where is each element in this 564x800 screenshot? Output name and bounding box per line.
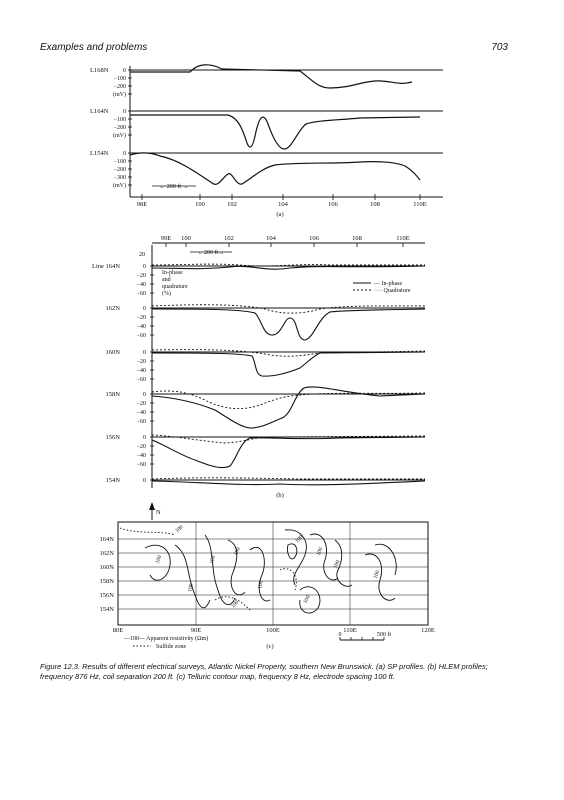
hlem-y-tick-label: −20 bbox=[136, 359, 146, 365]
hlem-station-label: 160N bbox=[105, 349, 120, 356]
telluric-x-tick-label: 80E bbox=[112, 627, 124, 634]
hlem-y-tick-label: 0 bbox=[143, 435, 146, 441]
hlem-y-tick-label: −60 bbox=[136, 333, 146, 339]
contour-value-label: 100 bbox=[174, 524, 185, 535]
hlem-top-tick-label: 108 bbox=[352, 235, 362, 242]
north-label: N bbox=[156, 509, 161, 516]
hlem-top-tick-label: 110E bbox=[396, 235, 410, 242]
sp-x-tick-label: 108 bbox=[370, 201, 380, 208]
sp-y-tick-label: (mV) bbox=[113, 183, 126, 189]
panel-label-b: (b) bbox=[276, 492, 284, 499]
telluric-x-tick-label: 120E bbox=[421, 627, 435, 634]
inphase-154N bbox=[152, 481, 425, 485]
sp-x-tick-label: 100 bbox=[195, 201, 205, 208]
sp-y-tick-label: −200 bbox=[113, 84, 126, 90]
legend-quadrature: ···· Quadrature bbox=[374, 288, 411, 294]
telluric-row-label: 164N bbox=[99, 536, 114, 543]
sp-y-tick-label: −100 bbox=[113, 76, 126, 82]
hlem-y-tick-label: −60 bbox=[136, 377, 146, 383]
hlem-y-tick-label: 0 bbox=[143, 264, 146, 270]
telluric-row-label: 162N bbox=[99, 550, 114, 557]
hlem-top-tick-label: 106 bbox=[309, 235, 319, 242]
sp-y-tick-label: (mV) bbox=[113, 92, 126, 98]
legend-inphase: — In-phase bbox=[374, 281, 403, 287]
hlem-y-tick-label: −20 bbox=[136, 444, 146, 450]
sp-y-tick-label: −200 bbox=[113, 167, 126, 173]
sp-x-tick-label: 106 bbox=[328, 201, 338, 208]
hlem-axis-note: In-phase bbox=[162, 270, 183, 276]
sp-x-tick-label: 102 bbox=[227, 201, 237, 208]
legend-sulfide-zone: Sulfide zone bbox=[156, 644, 187, 650]
hlem-y-tick-label: −60 bbox=[136, 419, 146, 425]
telluric-x-tick-label: 110E bbox=[343, 627, 357, 634]
sp-station-label: L168N bbox=[90, 67, 109, 74]
hlem-y-tick-label: 0 bbox=[143, 350, 146, 356]
telluric-row-label: 160N bbox=[99, 564, 114, 571]
contour-value-label: 100 bbox=[372, 569, 382, 580]
hlem-top-tick-label: 102 bbox=[224, 235, 234, 242]
hlem-top-tick-label: 100 bbox=[181, 235, 191, 242]
sp-station-label: L164N bbox=[90, 108, 109, 115]
contour-value-label: 100 bbox=[257, 580, 265, 590]
hlem-station-label: 154N bbox=[105, 477, 120, 484]
panel-c-telluric-map bbox=[118, 502, 428, 646]
hlem-axis-note: and bbox=[162, 277, 171, 283]
hlem-station-label: 162N bbox=[105, 305, 120, 312]
sp-scale-label: ← 200 ft → bbox=[159, 184, 189, 190]
contour-value-label: 100 bbox=[332, 559, 342, 570]
contour-value-label: 100 bbox=[230, 599, 241, 610]
hlem-y-tick-label: −40 bbox=[136, 368, 146, 374]
hlem-y-tick-label: −60 bbox=[136, 462, 146, 468]
sp-y-tick-label: −100 bbox=[113, 117, 126, 123]
panel-label-a: (a) bbox=[276, 211, 284, 218]
hlem-y-tick-label: −40 bbox=[136, 410, 146, 416]
page-number: 703 bbox=[491, 42, 508, 53]
telluric-row-label: 156N bbox=[99, 592, 114, 599]
sp-y-tick-label: (mV) bbox=[113, 133, 126, 139]
hlem-y-tick-label: −60 bbox=[136, 291, 146, 297]
contour-value-label: 100 bbox=[302, 594, 312, 605]
hlem-y-tick-label: −40 bbox=[136, 453, 146, 459]
sp-curve-164N bbox=[130, 115, 420, 149]
sp-station-label: L154N bbox=[90, 150, 109, 157]
sp-y-tick-label: 0 bbox=[123, 151, 126, 157]
sp-y-tick-label: −100 bbox=[113, 159, 126, 165]
hlem-y-tick-label: −40 bbox=[136, 282, 146, 288]
hlem-y-tick-label: −20 bbox=[136, 401, 146, 407]
hlem-scale-label: ←200 ft→ bbox=[197, 250, 225, 256]
sp-curve-154N bbox=[130, 153, 420, 185]
scale-zero: 0 bbox=[338, 632, 342, 638]
quadrature-154N bbox=[152, 478, 425, 479]
telluric-row-label: 154N bbox=[99, 606, 114, 613]
hlem-y-tick-label: 0 bbox=[143, 392, 146, 398]
hlem-station-label: Line 164N bbox=[92, 263, 120, 270]
inphase-160N bbox=[152, 352, 425, 376]
hlem-y-tick-label: −20 bbox=[136, 273, 146, 279]
hlem-y-tick-label: −20 bbox=[136, 315, 146, 321]
figure-caption: Figure 12.3. Results of different electrical surveys, Atlantic Nickel Property, southern New Brunswick. (a) SP profiles. (b) HLEM profiles; frequency 876 Hz, coil separation 200 ft. (c) Telluric contour map, frequency 8 Hz, electrode spacing 100 ft. bbox=[40, 662, 488, 681]
hlem-axis-note: quadrature bbox=[162, 284, 188, 290]
telluric-x-tick-label: 100E bbox=[266, 627, 280, 634]
hlem-station-label: 156N bbox=[105, 434, 120, 441]
contour-value-label: 100 bbox=[187, 583, 195, 593]
hlem-y-tick-label: 0 bbox=[143, 478, 146, 484]
contour-value-label: 100 bbox=[232, 546, 242, 557]
telluric-x-tick-label: 90E bbox=[190, 627, 202, 634]
hlem-top-tick-label: 99E bbox=[160, 235, 172, 242]
legend-resistivity: —100— Apparent resistivity (Ωm) bbox=[124, 636, 209, 642]
panel-label-c: (c) bbox=[266, 643, 274, 650]
contour-value-label: 100 bbox=[154, 554, 164, 565]
contour-value-label: 100 bbox=[209, 554, 217, 565]
contour-value-label: 100 bbox=[294, 534, 305, 545]
sp-curve-168N bbox=[130, 65, 412, 88]
panel-b-hlem-profiles bbox=[152, 243, 425, 488]
hlem-y-tick-label: 0 bbox=[143, 306, 146, 312]
hlem-station-label: 158N bbox=[105, 391, 120, 398]
panel-a-sp-profiles bbox=[130, 62, 443, 197]
inphase-156N bbox=[152, 437, 425, 468]
hlem-y-tick-label: 20 bbox=[139, 252, 145, 258]
inphase-162N bbox=[152, 309, 425, 340]
sp-x-tick-label: 110E bbox=[413, 201, 427, 208]
hlem-axis-note: (%) bbox=[162, 291, 171, 297]
sp-x-tick-label: 104 bbox=[278, 201, 288, 208]
running-header: Examples and problems bbox=[40, 42, 148, 53]
sp-x-tick-label: 98E bbox=[136, 201, 148, 208]
sp-y-tick-label: 0 bbox=[123, 109, 126, 115]
hlem-top-tick-label: 104 bbox=[266, 235, 276, 242]
sp-y-tick-label: −200 bbox=[113, 125, 126, 131]
contour-value-label: 100 bbox=[315, 546, 325, 557]
telluric-row-label: 158N bbox=[99, 578, 114, 585]
sp-y-tick-label: −300 bbox=[113, 175, 126, 181]
sp-y-tick-label: 0 bbox=[123, 68, 126, 74]
hlem-y-tick-label: −40 bbox=[136, 324, 146, 330]
quadrature-156N bbox=[152, 435, 425, 443]
scale-500ft: 500 ft bbox=[376, 632, 392, 638]
